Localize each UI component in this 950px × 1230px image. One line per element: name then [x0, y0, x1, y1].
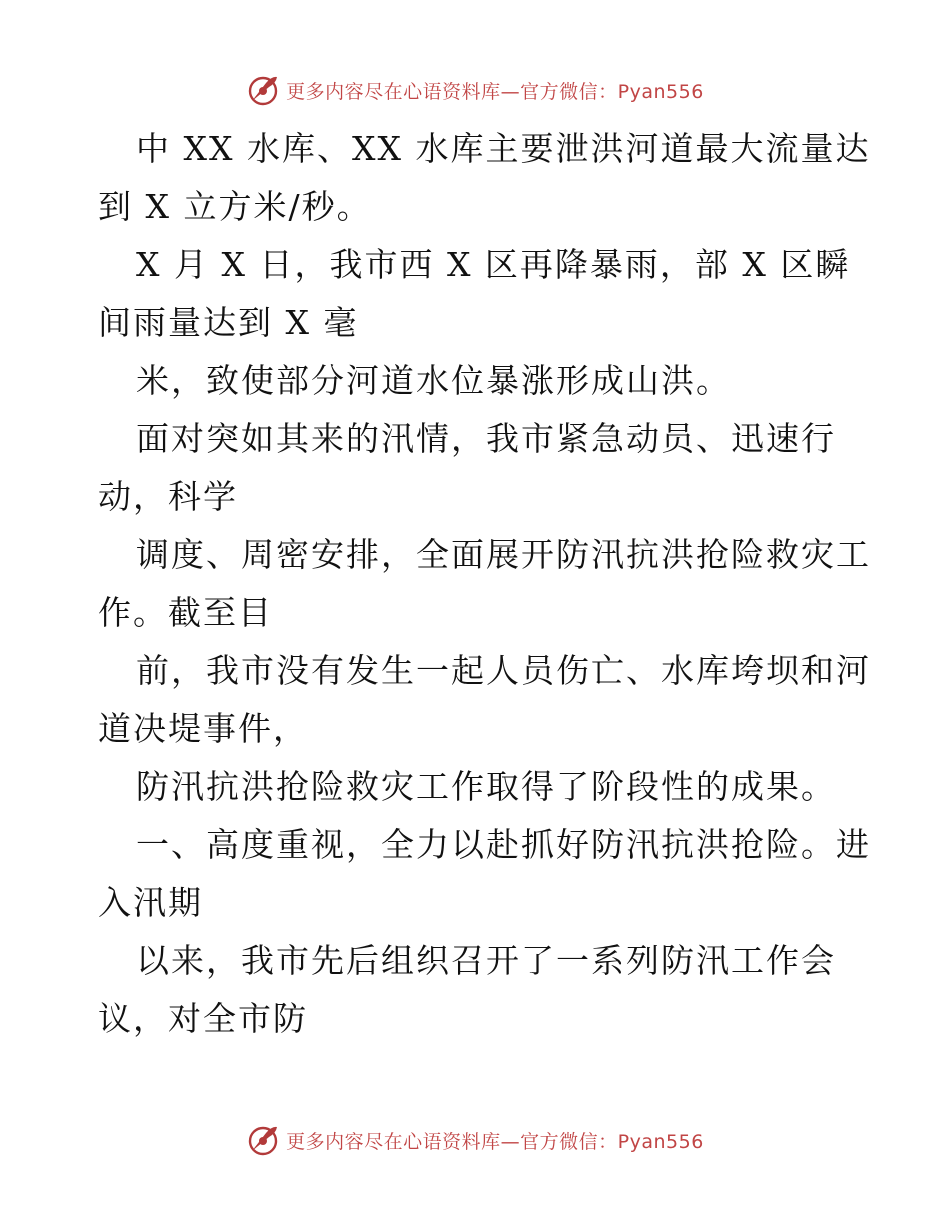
body-line: 作。截至目: [98, 593, 273, 632]
quill-pen-logo-icon: [246, 73, 280, 107]
header-banner: [0, 70, 950, 110]
body-line: 防汛抗洪抢险救灾工作取得了阶段性的成果。: [136, 767, 836, 806]
footer-banner-text: 更多内容尽在心语资料库—官方微信：Pyan556: [286, 1130, 704, 1153]
body-line: 间雨量达到 X 毫: [98, 303, 359, 342]
body-line: 到 X 立方米/秒。: [98, 187, 372, 226]
quill-pen-logo-icon: [246, 1123, 280, 1157]
body-line: 以来，我市先后组织召开了一系列防汛工作会: [136, 941, 836, 980]
body-line: 道决堤事件，: [98, 709, 308, 748]
body-line: 面对突如其来的汛情，我市紧急动员、迅速行: [136, 419, 836, 458]
body-line: 议，对全市防: [98, 999, 308, 1038]
document-body: [98, 120, 871, 1048]
body-line: 中 XX 水库、XX 水库主要泄洪河道最大流量达: [136, 129, 871, 168]
body-line: 一、高度重视，全力以赴抓好防汛抗洪抢险。进: [136, 825, 871, 864]
body-line: 动，科学: [98, 477, 238, 516]
body-line: 入汛期: [98, 883, 203, 922]
body-line: 调度、周密安排，全面展开防汛抗洪抢险救灾工: [136, 535, 871, 574]
footer-banner: [0, 1120, 950, 1160]
body-line: 米，致使部分河道水位暴涨形成山洪。: [136, 361, 731, 400]
body-line: 前，我市没有发生一起人员伤亡、水库垮坝和河: [136, 651, 871, 690]
body-line: X 月 X 日，我市西 X 区再降暴雨，部 X 区瞬: [136, 245, 851, 284]
header-banner-text: 更多内容尽在心语资料库—官方微信：Pyan556: [286, 80, 704, 103]
